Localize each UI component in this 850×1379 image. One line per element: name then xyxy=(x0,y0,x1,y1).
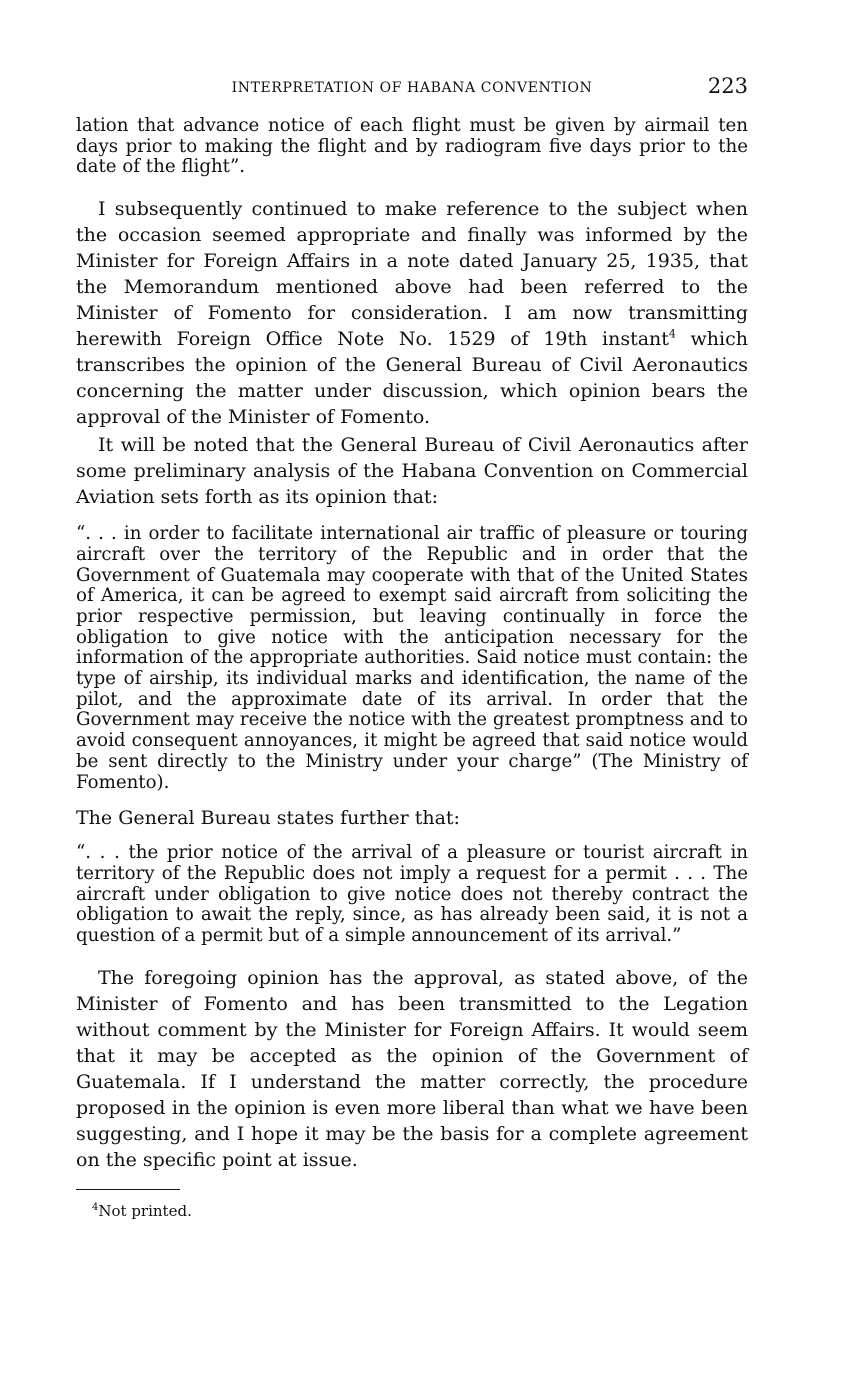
footnote-text: Not printed. xyxy=(98,1201,192,1220)
footnote-reference: 4 xyxy=(668,327,676,341)
continued-quote-paragraph: lation that advance notice of each flight must be given by airmail ten days prior to making the flight and by radiogram five days prior to the date of the flight”. xyxy=(76,115,748,178)
opinion-quote-paragraph: “. . . in order to facilitate international air traffic of pleasure or touring aircraft over the territory of the Republic and in order that the Government of Guatemala may cooperate with that of the United States of America, it can be agreed to exempt said aircraft from soliciting the prior respective permission, but leaving continually in force the obligation to give notice with the anticipation necessary for the information of the appropriate authorities. Said notice must contain: the type of airship, its individual marks and identification, the name of the pilot, and the approximate date of its arrival. In order that the Government may receive the notice with the greatest promptness and to avoid consequent annoyances, it might be agreed that said notice would be sent directly to the Ministry under your charge” (The Ministry of Fomento). xyxy=(76,523,748,793)
footnote-divider xyxy=(76,1189,180,1190)
reference-text-after: which transcribes the opinion of the General Bureau of Civil Aeronautics concerning the matter under discussion, which opinion bears the approval of the Minister of Fomento. xyxy=(76,328,748,429)
reference-text-before: I subsequently continued to make reference to the subject when the occasion seemed appropriate and finally was informed by the Minister for Foreign Affairs in a note dated January 25, 1935, that the Memorandum mentioned above had been referred to the Minister of Fomento for consideration. I am now transmitting herewith Foreign Office Note No. 1529 of 19th instant xyxy=(76,198,748,351)
footnote xyxy=(76,1202,748,1220)
reference-paragraph xyxy=(76,196,748,430)
foregoing-opinion-paragraph: The foregoing opinion has the approval, as stated above, of the Minister of Fomento and has been transmitted to the Legation without comment by the Minister for Foreign Affairs. It would seem that it may be accepted as the opinion of the Government of Guatemala. If I understand the matter correctly, the procedure proposed in the opinion is even more liberal than what we have been suggesting, and I hope it may be the basis for a complete agreement on the specific point at issue. xyxy=(76,966,748,1171)
opinion-intro-paragraph: It will be noted that the General Bureau of Civil Aeronautics after some preliminary analysis of the Habana Convention on Commercial Aviation sets forth as its opinion that: xyxy=(76,434,748,509)
running-head xyxy=(76,74,748,104)
bureau-states-line: The General Bureau states further that: xyxy=(76,807,460,830)
document-page xyxy=(76,74,748,1220)
running-title: INTERPRETATION OF HABANA CONVENTION xyxy=(231,80,593,96)
page-number: 223 xyxy=(707,74,748,98)
footnote-marker: 4 xyxy=(92,1201,99,1213)
prior-notice-quote-paragraph: “. . . the prior notice of the arrival of a pleasure or tourist aircraft in territory of the Republic does not imply a request for a permit . . . The aircraft under obligation to give notice does not thereby contract the obligation to await the reply, since, as has already been said, it is not a question of a permit but of a simple announcement of its arrival.” xyxy=(76,842,748,947)
